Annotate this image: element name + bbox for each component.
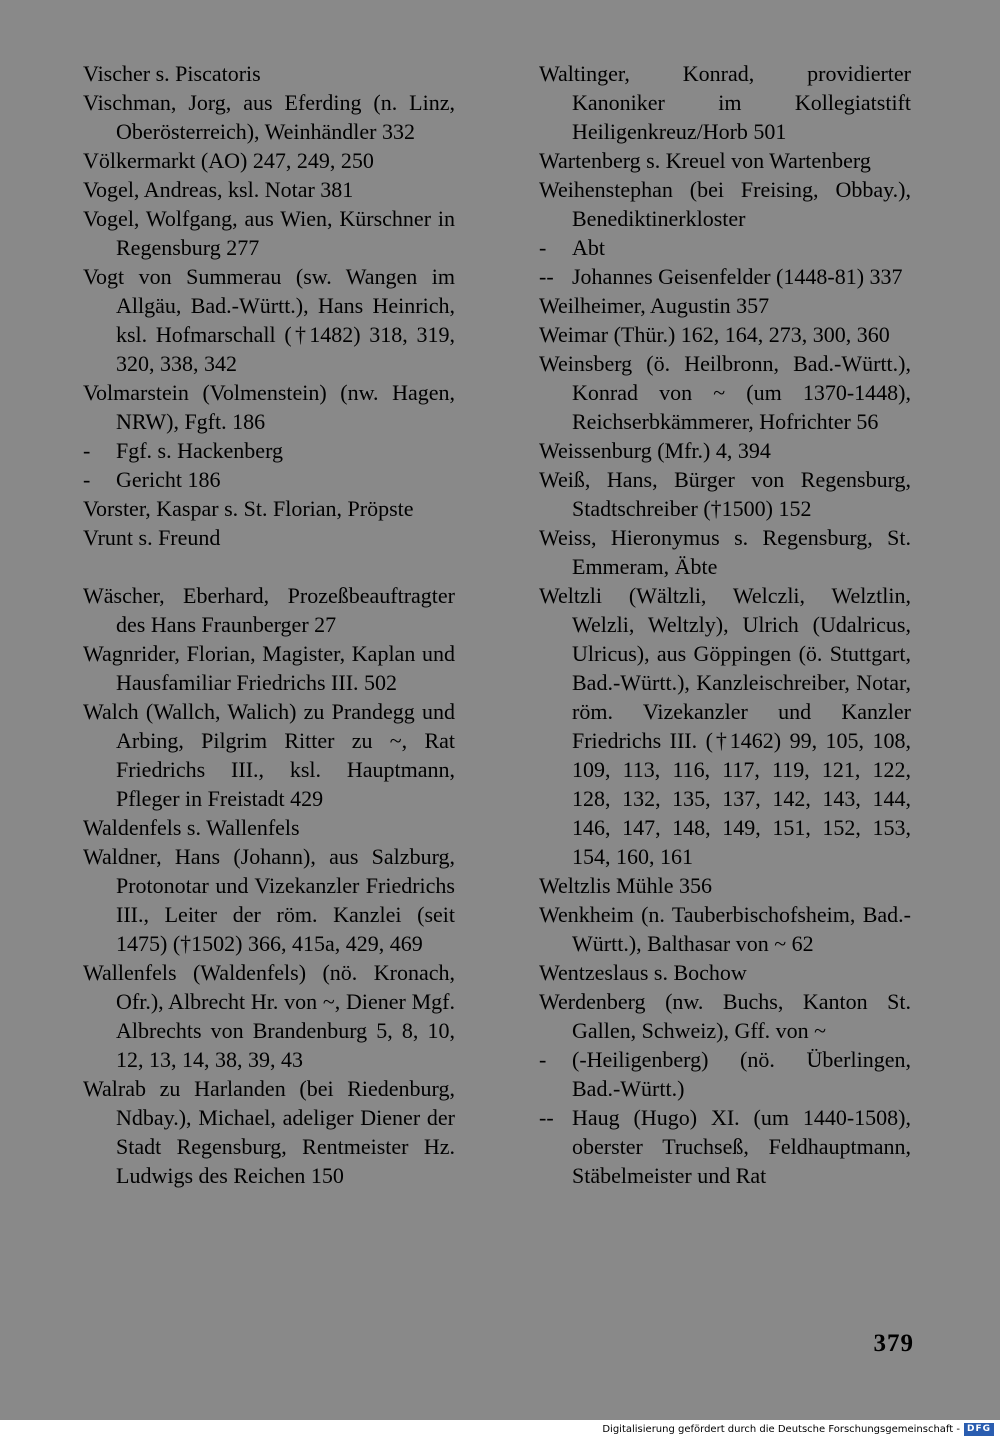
subentry-dash: -- <box>539 264 554 289</box>
entry-text: Wagnrider, Florian, Magister, Kaplan und Hausfamiliar Friedrichs III. 502 <box>83 641 455 695</box>
entry-text: Wenkheim (n. Tauberbischofsheim, Bad.-Württ.), Balthasar von ~ 62 <box>539 902 911 956</box>
entry-text: Werdenberg (nw. Buchs, Kanton St. Gallen, Schweiz), Gff. von ~ <box>539 989 911 1043</box>
entry-text: Walch (Wallch, Walich) zu Prandegg und Arbing, Pilgrim Ritter zu ~, Rat Friedrichs III., ksl. Hauptmann, Pfleger in Freistadt 429 <box>83 699 455 811</box>
entry-text: Abt <box>572 235 605 260</box>
index-entry <box>539 987 911 1045</box>
entry-text: Gericht 186 <box>116 467 221 492</box>
entry-text: Weiß, Hans, Bürger von Regensburg, Stadtschreiber (†1500) 152 <box>539 467 911 521</box>
index-subentry <box>539 262 911 291</box>
index-entry <box>83 697 455 813</box>
entry-text: Haug (Hugo) XI. (um 1440-1508), oberster Truchseß, Feldhauptmann, Stäbelmeister und Rat <box>572 1105 911 1188</box>
entry-text: Weilheimer, Augustin 357 <box>539 293 770 318</box>
index-entry <box>83 59 455 88</box>
index-subentry <box>539 233 911 262</box>
entry-text: Weimar (Thür.) 162, 164, 273, 300, 360 <box>539 322 890 347</box>
index-entry <box>83 175 455 204</box>
entry-text: Weiss, Hieronymus s. Regensburg, St. Emmeram, Äbte <box>539 525 911 579</box>
index-subentry <box>83 436 455 465</box>
index-entry <box>83 494 455 523</box>
index-entry <box>539 175 911 233</box>
index-entry <box>83 1074 455 1190</box>
entry-text: Waldenfels s. Wallenfels <box>83 815 300 840</box>
subentry-dash: - <box>539 235 547 260</box>
index-entry <box>83 639 455 697</box>
entry-text: Weltzlis Mühle 356 <box>539 873 712 898</box>
index-subentry <box>539 1103 911 1190</box>
entry-text: Weinsberg (ö. Heilbronn, Bad.-Württ.), Konrad von ~ (um 1370-1448), Reichserbkämmerer, Hofrichter 56 <box>539 351 911 434</box>
index-subentry <box>83 465 455 494</box>
subentry-dash: - <box>83 467 91 492</box>
index-entry <box>83 813 455 842</box>
entry-text: Vorster, Kaspar s. St. Florian, Pröpste <box>83 496 414 521</box>
index-entry <box>539 59 911 146</box>
index-entry <box>539 349 911 436</box>
index-entry <box>83 88 455 146</box>
index-entry <box>539 146 911 175</box>
subentry-dash: -- <box>539 1105 554 1130</box>
index-column-right <box>539 59 911 1190</box>
entry-text: Weihenstephan (bei Freising, Obbay.), Benediktinerkloster <box>539 177 911 231</box>
entry-text: Waldner, Hans (Johann), aus Salzburg, Protonotar und Vizekanzler Friedrichs III., Leiter der röm. Kanzlei (seit 1475) (†1502) 366, 415a, 429, 469 <box>83 844 455 956</box>
entry-text: Weissenburg (Mfr.) 4, 394 <box>539 438 771 463</box>
index-entry <box>539 900 911 958</box>
index-entry <box>83 262 455 378</box>
index-entry <box>83 204 455 262</box>
index-column-left <box>83 59 455 1190</box>
index-entry <box>539 320 911 349</box>
index-entry <box>539 581 911 871</box>
entry-text: (-Heiligenberg) (nö. Überlingen, Bad.-Württ.) <box>572 1047 911 1101</box>
dfg-logo-icon: DFG <box>964 1423 994 1436</box>
index-entry <box>83 581 455 639</box>
entry-text: Wäscher, Eberhard, Prozeßbeauftragter des Hans Fraunberger 27 <box>83 583 455 637</box>
entry-text: Weltzli (Wältzli, Welczli, Welztlin, Welzli, Weltzly), Ulrich (Udalricus, Ulricus), aus Göppingen (ö. Stuttgart, Bad.-Württ.), Kanzleischreiber, Notar, röm. Vizekanzler und Kanzler Friedrichs III. (†1462) 99, 105, 108, 109, 113, 116, 117, 119, 121, 122, 128, 132, 135, 137, 142, 143, 144, 146, 147, 148, 149, 151, 152, 153, 154, 160, 161 <box>539 583 911 869</box>
entry-text: Wartenberg s. Kreuel von Wartenberg <box>539 148 871 173</box>
index-entry <box>83 146 455 175</box>
entry-text: Völkermarkt (AO) 247, 249, 250 <box>83 148 374 173</box>
index-entry <box>83 842 455 958</box>
entry-text: Vischman, Jorg, aus Eferding (n. Linz, Oberösterreich), Weinhändler 332 <box>83 90 455 144</box>
entry-text: Waltinger, Konrad, providierter Kanoniker im Kollegiatstift Heiligenkreuz/Horb 501 <box>539 61 911 144</box>
page-number: 379 <box>873 1330 914 1357</box>
index-entry <box>83 958 455 1074</box>
footer-credit: Digitalisierung gefördert durch die Deutsche Forschungsgemeinschaft - <box>602 1424 960 1435</box>
index-entry <box>539 291 911 320</box>
entry-text: Vogel, Andreas, ksl. Notar 381 <box>83 177 354 202</box>
index-entry <box>539 958 911 987</box>
entry-text: Vrunt s. Freund <box>83 525 221 550</box>
index-entry <box>83 523 455 552</box>
entry-text: Walrab zu Harlanden (bei Riedenburg, Ndbay.), Michael, adeliger Diener der Stadt Regensburg, Rentmeister Hz. Ludwigs des Reichen 150 <box>83 1076 455 1188</box>
entry-text: Wentzeslaus s. Bochow <box>539 960 747 985</box>
subentry-dash: - <box>539 1047 547 1072</box>
entry-text: Wallenfels (Waldenfels) (nö. Kronach, Ofr.), Albrecht Hr. von ~, Diener Mgf. Albrechts von Brandenburg 5, 8, 10, 12, 13, 14, 38, 39, 43 <box>83 960 455 1072</box>
entry-text: Volmarstein (Volmenstein) (nw. Hagen, NRW), Fgft. 186 <box>83 380 455 434</box>
subentry-dash: - <box>83 438 91 463</box>
entry-text: Johannes Geisenfelder (1448-81) 337 <box>572 264 903 289</box>
entry-text: Vischer s. Piscatoris <box>83 61 261 86</box>
index-entry <box>539 523 911 581</box>
section-gap <box>83 552 455 581</box>
index-entry <box>539 436 911 465</box>
index-subentry <box>539 1045 911 1103</box>
entry-text: Vogel, Wolfgang, aus Wien, Kürschner in Regensburg 277 <box>83 206 455 260</box>
index-entry <box>539 871 911 900</box>
index-entry <box>83 378 455 436</box>
entry-text: Fgf. s. Hackenberg <box>116 438 283 463</box>
entry-text: Vogt von Summerau (sw. Wangen im Allgäu, Bad.-Württ.), Hans Heinrich, ksl. Hofmarschall (†1482) 318, 319, 320, 338, 342 <box>83 264 455 376</box>
footer-bar <box>0 1420 1000 1439</box>
index-entry <box>539 465 911 523</box>
